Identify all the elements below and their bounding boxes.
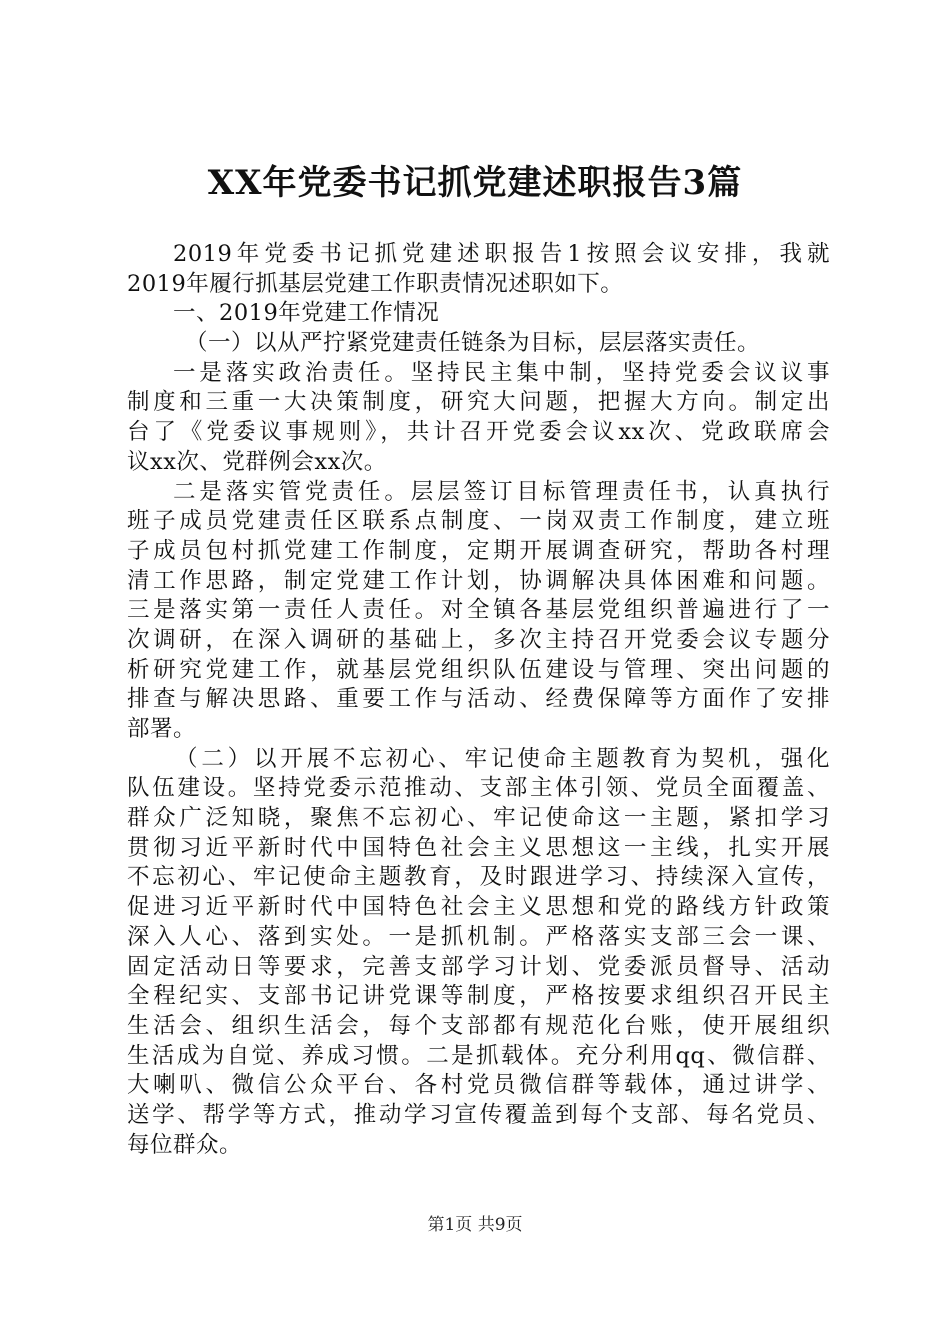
body-line: 部署。	[127, 716, 197, 742]
body-line: 每位群众。	[127, 1131, 243, 1158]
body-line: 次调研，在深入调研的基础上，多次主持召开党委会议专题分	[127, 626, 830, 653]
body-line: 议xx次、党群例会xx次。	[127, 448, 387, 475]
document-title: XX年党委书记抓党建述职报告3篇	[207, 163, 743, 203]
body-line: 析研究党建工作，就基层党组织队伍建设与管理、突出问题的	[127, 656, 830, 683]
body-line: 促进习近平新时代中国特色社会主义思想和党的路线方针政策	[127, 894, 830, 921]
body-line: 清工作思路，制定党建工作计划，协调解决具体困难和问题。	[127, 567, 830, 594]
body-line: 贯彻习近平新时代中国特色社会主义思想这一主线，扎实开展	[127, 834, 830, 861]
body-line: 台了《党委议事规则》，共计召开党委会议xx次、党政联席会	[127, 419, 830, 446]
body-line: 不忘初心、牢记使命主题教育，及时跟进学习、持续深入宣传，	[127, 864, 830, 891]
body-line: 送学、帮学等方式，推动学习宣传覆盖到每个支部、每名党员、	[127, 1101, 830, 1128]
body-line: 队伍建设。坚持党委示范推动、支部主体引领、党员全面覆盖、	[127, 775, 830, 802]
body-line: 三是落实第一责任人责任。对全镇各基层党组织普遍进行了一	[127, 597, 830, 624]
subsection-heading: （二）以开展不忘初心、牢记使命主题教育为契机，强化	[175, 745, 830, 772]
subsection-heading: （一）以从严拧紧党建责任链条为目标，层层落实责任。	[185, 330, 761, 357]
body-line: 生活成为自觉、养成习惯。二是抓载体。充分利用qq、微信群、	[127, 1042, 830, 1069]
section-heading: 一、2019年党建工作情况	[173, 300, 440, 327]
page-footer: 第1页 共9页	[427, 1215, 523, 1235]
body-line: 班子成员党建责任区联系点制度、一岗双责工作制度，建立班	[127, 508, 830, 535]
body-line: 生活会、组织生活会，每个支部都有规范化台账，使开展组织	[127, 1012, 830, 1039]
body-line: 一是落实政治责任。坚持民主集中制，坚持党委会议议事	[173, 359, 830, 386]
body-line: 排查与解决思路、重要工作与活动、经费保障等方面作了安排	[127, 686, 830, 713]
body-line: 深入人心、落到实处。一是抓机制。严格落实支部三会一课、	[127, 923, 830, 950]
body-line: 大喇叭、微信公众平台、各村党员微信群等载体，通过讲学、	[127, 1072, 830, 1099]
body-line: 制度和三重一大决策制度，研究大问题，把握大方向。制定出	[127, 389, 830, 416]
body-line: 群众广泛知晓，聚焦不忘初心、牢记使命这一主题，紧扣学习	[127, 805, 830, 832]
document-body	[127, 240, 830, 1160]
body-line: 2019年履行抓基层党建工作职责情况述职如下。	[127, 270, 624, 297]
body-line: 固定活动日等要求，完善支部学习计划、党委派员督导、活动	[127, 953, 830, 980]
body-line: 2019年党委书记抓党建述职报告1按照会议安排，我就	[173, 241, 830, 267]
body-line: 子成员包村抓党建工作制度，定期开展调查研究，帮助各村理	[127, 537, 830, 564]
body-line: 二是落实管党责任。层层签订目标管理责任书，认真执行	[173, 478, 830, 505]
body-line: 全程纪实、支部书记讲党课等制度，严格按要求组织召开民主	[127, 983, 830, 1010]
